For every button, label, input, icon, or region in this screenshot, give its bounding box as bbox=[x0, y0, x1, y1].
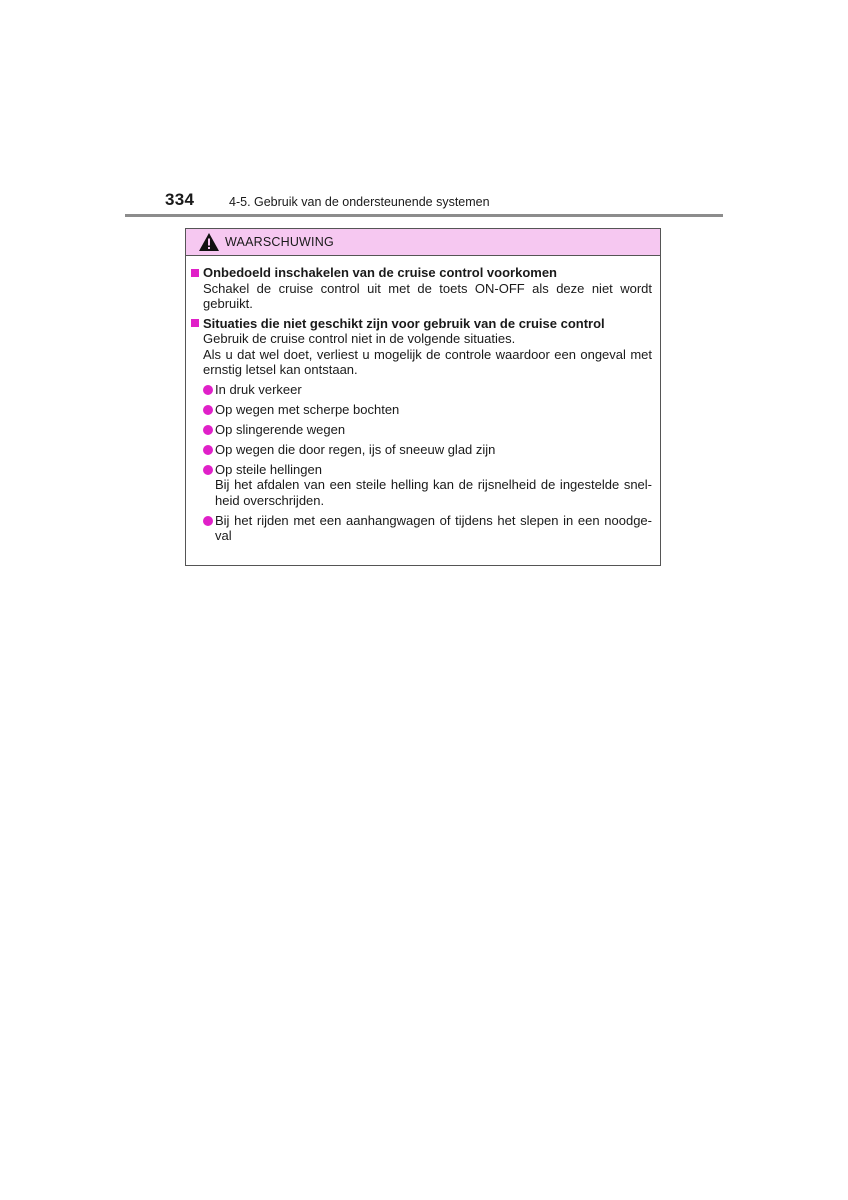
list-item-text: Op steile hellingen bbox=[215, 461, 322, 477]
list-item bbox=[190, 462, 652, 509]
warning-header bbox=[186, 229, 660, 256]
circle-bullet-icon bbox=[203, 445, 213, 455]
list-item-text: Op wegen die door regen, ijs of sneeuw glad zijn bbox=[215, 441, 496, 457]
square-bullet-icon bbox=[191, 319, 199, 327]
list-item bbox=[190, 442, 652, 458]
list-item-content bbox=[215, 462, 652, 509]
topic-2 bbox=[190, 316, 652, 544]
topic-paragraph: Als u dat wel doet, verliest u mogelijk de controle waardoor een ongeval met ernstig letsel kan ontstaan. bbox=[203, 346, 652, 377]
list-item-text: Bij het rijden met een aanhangwagen of tijdens het slepen in een noodge-val bbox=[215, 512, 652, 543]
topic-paragraph: Gebruik de cruise control niet in de volgende situaties. bbox=[203, 331, 516, 346]
list-item-subtext: Bij het afdalen van een steile helling kan de rijsnelheid de ingestelde snel-heid overschrijden. bbox=[215, 477, 652, 508]
list-item-text: Op slingerende wegen bbox=[215, 421, 346, 437]
topic-heading-text: Onbedoeld inschakelen van de cruise control voorkomen bbox=[203, 265, 557, 280]
circle-bullet-icon bbox=[203, 425, 213, 435]
topic-paragraph: Schakel de cruise control uit met de toets ON-OFF als deze niet wordt gebruikt. bbox=[203, 280, 652, 311]
topic-heading bbox=[190, 316, 652, 332]
list-item bbox=[190, 382, 652, 398]
warning-box bbox=[185, 228, 661, 566]
circle-bullet-icon bbox=[203, 385, 213, 395]
topic-heading bbox=[190, 265, 652, 281]
circle-bullet-icon bbox=[203, 516, 213, 526]
circle-bullet-icon bbox=[203, 405, 213, 415]
page-header bbox=[125, 190, 723, 216]
square-bullet-icon bbox=[191, 269, 199, 277]
list-item bbox=[190, 422, 652, 438]
header-rule bbox=[125, 214, 723, 217]
warning-label: WAARSCHUWING bbox=[225, 235, 334, 249]
warning-body bbox=[186, 256, 660, 544]
circle-bullet-icon bbox=[203, 465, 213, 475]
section-title: 4-5. Gebruik van de ondersteunende systemen bbox=[229, 195, 490, 209]
warning-triangle-icon bbox=[198, 232, 220, 252]
page-number: 334 bbox=[165, 190, 195, 209]
list-item bbox=[190, 402, 652, 418]
list-item-text: Op wegen met scherpe bochten bbox=[215, 401, 400, 417]
list-item bbox=[190, 513, 652, 544]
list-item-text: In druk verkeer bbox=[215, 381, 302, 397]
topic-heading-text: Situaties die niet geschikt zijn voor gebruik van de cruise control bbox=[203, 315, 605, 331]
situation-list bbox=[190, 382, 652, 544]
topic-1 bbox=[190, 265, 652, 312]
